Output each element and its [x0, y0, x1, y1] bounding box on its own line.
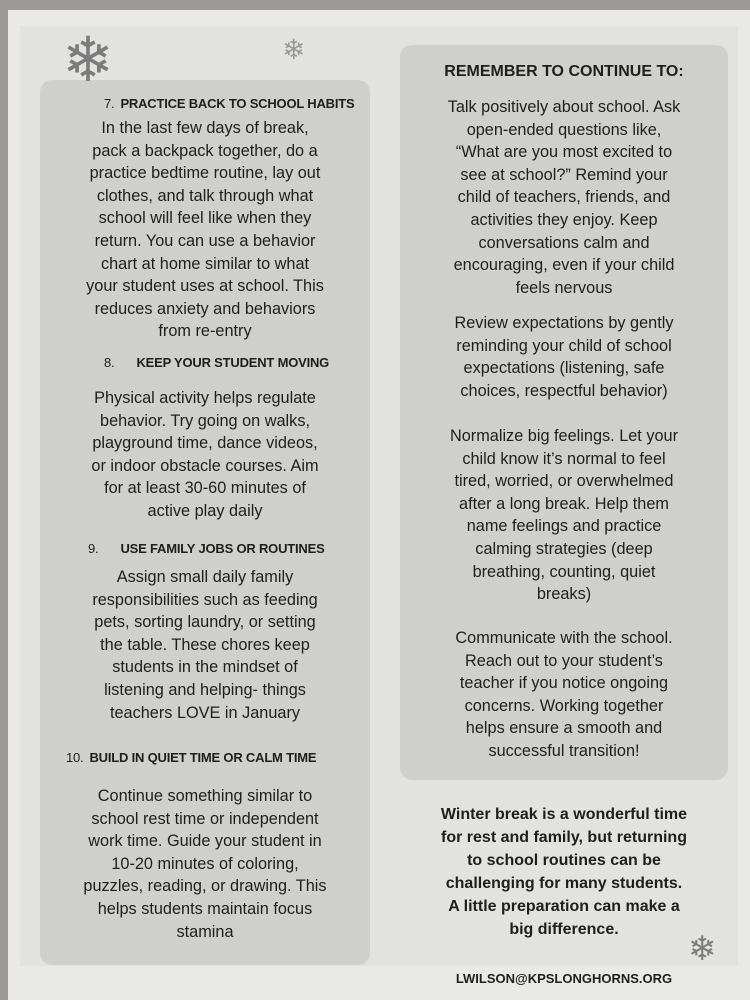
section-body-8: Physical activity helps regulate behavior. Try going on walks, playground time, dance videos, or indoor obstacle courses. Aim for at least 30-60 minutes of active play daily: [91, 389, 319, 520]
section-body-7: In the last few days of break, pack a backpack together, do a practice bedtime routine, lay out clothes, and talk through what school will feel like when they return. You can use a behavior chart at home similar to what your student uses at school. This reduces anxiety and behaviors from re-entry: [86, 119, 324, 341]
closing-message: Winter break is a wonderful time for rest and family, but returning to school routines can be challenging for many students. A little preparation can make a big difference.: [440, 806, 688, 938]
snowflake-icon: ❄: [688, 930, 717, 968]
snowflake-icon: ❄: [282, 34, 306, 65]
tip-talk-positively: Talk positively about school. Ask open-ended questions like, “What are you most excited to see at school?” Remind your child of teachers, friends, and activities they enjoy. Keep conversations calm and encouraging, even if your child feels nervous: [447, 98, 681, 297]
tip-communicate: Communicate with the school. Reach out to your student’s teacher if you notice ongoing concerns. Working together helps ensure a smooth and successful transition!: [455, 629, 673, 760]
section-body-9: Assign small daily family responsibilities such as feeding pets, sorting laundry, or setting the table. These chores keep students in the mindset of listening and helping- things teachers LOVE in January: [92, 568, 318, 722]
section-heading-7: 7. PRACTICE BACK TO SCHOOL HABITS: [104, 96, 355, 111]
section-body-10: Continue something similar to school rest time or independent work time. Guide your student in 10-20 minutes of coloring, puzzles, reading, or drawing. This helps students maintain focus stamina: [83, 787, 327, 941]
snowflake-icon: ❄: [62, 26, 114, 95]
contact-email: LWILSON@KPSLONGHORNS.ORG: [455, 971, 673, 986]
tip-normalize-feelings: Normalize big feelings. Let your child know it’s normal to feel tired, worried, or overwhelmed after a long break. Help them name feelings and practice calming strategies (deep breathing, counting, quiet breaks): [449, 427, 679, 604]
tip-review-expectations: Review expectations by gently reminding your child of school expectations (listening, safe choices, respectful behavior): [454, 314, 674, 400]
section-heading-9: 9. USE FAMILY JOBS OR ROUTINES: [88, 541, 325, 556]
section-heading-10: 10. BUILD IN QUIET TIME OR CALM TIME: [66, 750, 317, 765]
right-panel-title: REMEMBER TO CONTINUE TO:: [444, 63, 684, 80]
section-heading-8: 8. KEEP YOUR STUDENT MOVING: [104, 355, 330, 370]
